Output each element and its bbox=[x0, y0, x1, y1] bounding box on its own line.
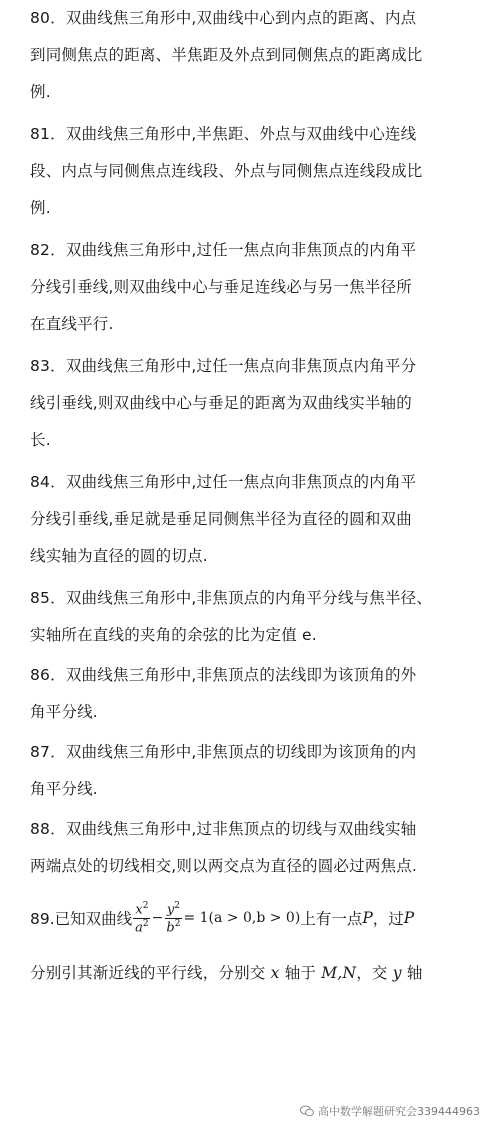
text-line: 86．双曲线焦三角形中,非焦顶点的法线即为该顶角的外 bbox=[30, 666, 417, 684]
text-line: 例. bbox=[30, 199, 51, 217]
fraction-y2-b2 bbox=[164, 902, 182, 934]
text-line: 角平分线. bbox=[30, 703, 98, 721]
text-line: 在直线平行. bbox=[30, 315, 114, 333]
text-segment: ，交 bbox=[356, 964, 393, 982]
text-line bbox=[30, 955, 470, 992]
mid-text: 上有一点 bbox=[300, 910, 363, 928]
text-line: 分线引垂线,垂足就是垂足同侧焦半径为直径的圆和双曲 bbox=[30, 510, 412, 528]
watermark bbox=[300, 1103, 480, 1119]
item-88 bbox=[30, 811, 470, 885]
text-line: 实轴所在直线的夹角的余弦的比为定值 e. bbox=[30, 626, 317, 644]
var-a: a bbox=[135, 919, 143, 935]
exponent: 2 bbox=[174, 918, 181, 929]
item-84 bbox=[30, 464, 470, 575]
fraction-x2-a2 bbox=[133, 902, 151, 934]
minus-sign: − bbox=[151, 910, 164, 926]
var-b: b bbox=[166, 919, 175, 935]
watermark-text: 高中数学解题研究会339444963 bbox=[318, 1105, 480, 1118]
text-line: 88．双曲线焦三角形中,过非焦顶点的切线与双曲线实轴 bbox=[30, 820, 417, 838]
item-83 bbox=[30, 348, 470, 459]
item-80 bbox=[30, 0, 470, 111]
math-line bbox=[30, 893, 470, 943]
exponent: 2 bbox=[142, 901, 149, 912]
equation-rest: = 1(a > 0,b > 0) bbox=[183, 910, 301, 926]
text-segment: 分别引其渐近线的平行线，分别交 bbox=[30, 964, 271, 982]
wechat-icon bbox=[300, 1105, 314, 1117]
text-line: 83．双曲线焦三角形中,过任一焦点向非焦顶点内角平分 bbox=[30, 357, 417, 375]
var-y: y bbox=[392, 964, 402, 982]
text-line: 到同侧焦点的距离、半焦距及外点到同侧焦点的距离成比 bbox=[30, 46, 423, 64]
points-mn: M,N bbox=[321, 964, 357, 982]
item-85 bbox=[30, 580, 470, 654]
var-x: x bbox=[135, 902, 143, 918]
var-x: x bbox=[270, 964, 280, 982]
item-89 bbox=[30, 893, 470, 992]
exponent: 2 bbox=[174, 901, 180, 912]
text-line: 85．双曲线焦三角形中,非焦顶点的内角平分线与焦半径、 bbox=[30, 589, 433, 607]
text-line: 80．双曲线焦三角形中,双曲线中心到内点的距离、内点 bbox=[30, 9, 417, 27]
text-line: 例. bbox=[30, 83, 51, 101]
var-y: y bbox=[166, 902, 175, 918]
text-line: 段、内点与同侧焦点连线段、外点与同侧焦点连线段成比 bbox=[30, 162, 423, 180]
text-line: 87．双曲线焦三角形中,非焦顶点的切线即为该顶角的内 bbox=[30, 743, 417, 761]
exponent: 2 bbox=[142, 918, 149, 929]
item-82 bbox=[30, 232, 470, 343]
text-line: 81．双曲线焦三角形中,半焦距、外点与双曲线中心连线 bbox=[30, 125, 417, 143]
after-p-text: ，过 bbox=[372, 910, 404, 928]
text-line: 分线引垂线,则双曲线中心与垂足连线必与另一焦半径所 bbox=[30, 278, 412, 296]
item-89-prefix: 89.已知双曲线 bbox=[30, 910, 133, 928]
text-line: 长. bbox=[30, 431, 51, 449]
text-line: 线实轴为直径的圆的切点. bbox=[30, 547, 208, 565]
text-line: 82．双曲线焦三角形中,过任一焦点向非焦顶点的内角平 bbox=[30, 241, 417, 259]
text-line: 线引垂线,则双曲线中心与垂足的距离为双曲线实半轴的 bbox=[30, 394, 412, 412]
point-p: P bbox=[362, 909, 373, 927]
text-segment: 轴于 bbox=[279, 964, 322, 982]
item-86 bbox=[30, 657, 470, 731]
text-line: 角平分线. bbox=[30, 780, 98, 798]
item-87 bbox=[30, 734, 470, 808]
text-segment: 轴 bbox=[401, 964, 423, 982]
point-p: P bbox=[403, 909, 415, 927]
text-line: 两端点处的切线相交,则以两交点为直径的圆必过两焦点. bbox=[30, 857, 418, 875]
text-line: 84．双曲线焦三角形中,过任一焦点向非焦顶点的内角平 bbox=[30, 473, 417, 491]
item-81 bbox=[30, 116, 470, 227]
